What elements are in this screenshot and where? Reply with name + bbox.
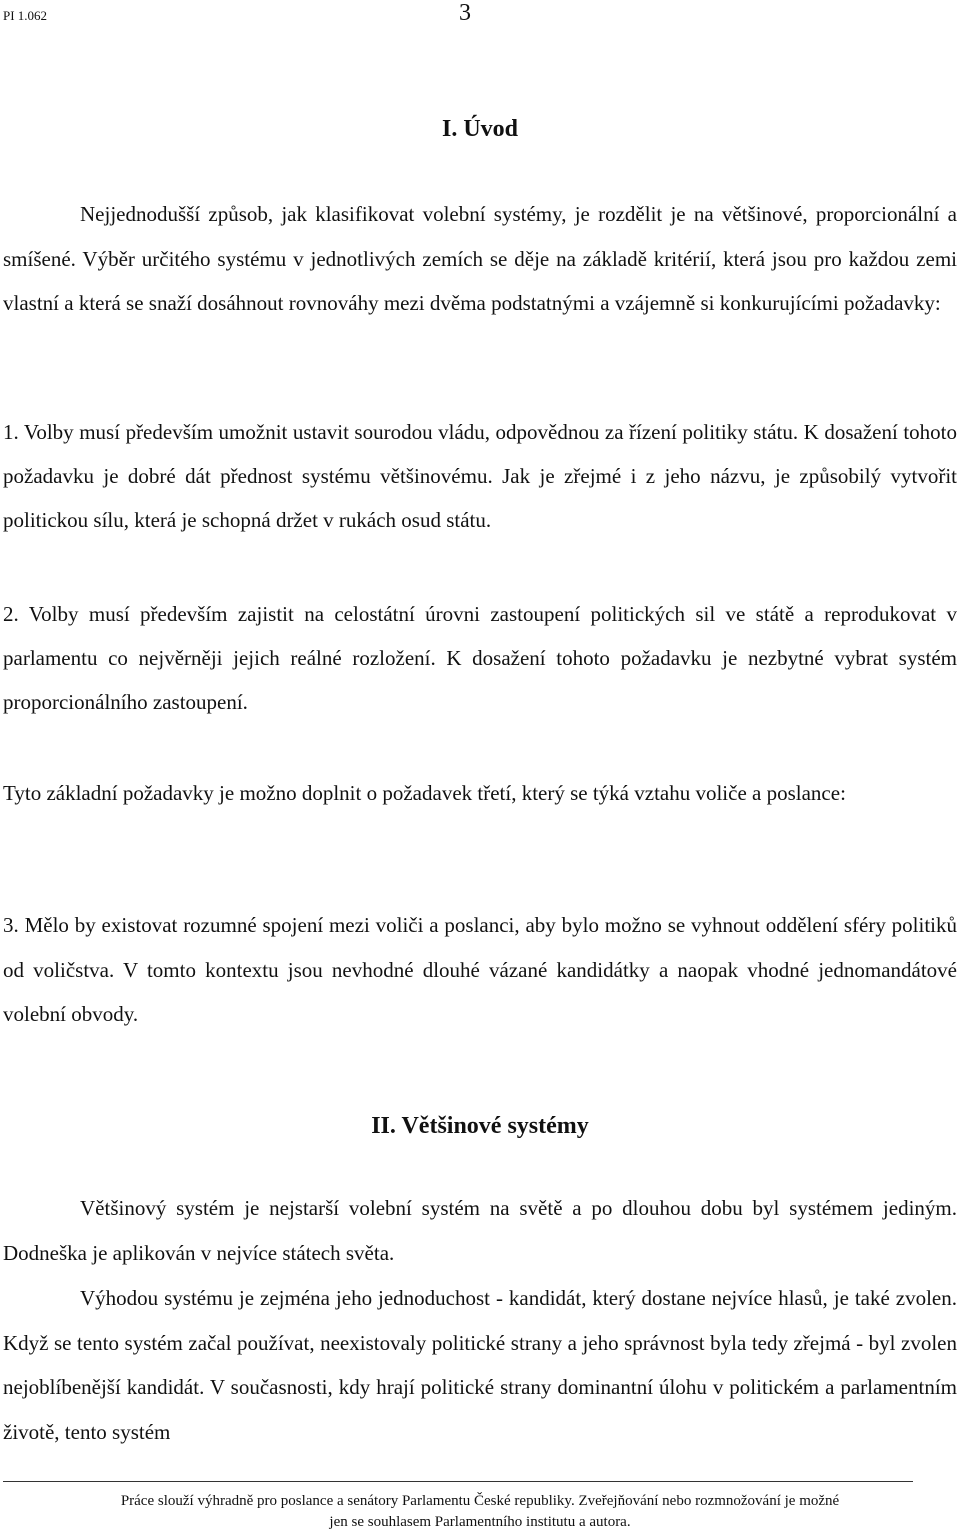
section-heading-intro: I. Úvod: [441, 116, 519, 142]
document-code: PI 1.062: [3, 8, 48, 23]
requirement-2-paragraph: 2. Volby musí především zajistit na celostátní úrovni zastoupení politických sil ve státě a reprodukovat v parlamentu co nejvěrněji jejich reálné rozložení. K dosažení tohoto požadavku je nezbytné vybrat systém proporcionálního zastoupení.: [3, 602, 957, 714]
requirement-3-paragraph: 3. Mělo by existovat rozumné spojení mezi voliči a poslanci, aby bylo možno se vyhnout oddělení sféry politiků od voličstva. V tomto kontextu jsou nevhodné dlouhé vázané kandidátky a naopak vhodné jednomandátové volební obvody.: [3, 913, 957, 1026]
footer-divider: [3, 1481, 913, 1482]
requirement-1-paragraph: 1. Volby musí především umožnit ustavit sourodou vládu, odpovědnou za řízení politiky státu. K dosažení tohoto požadavku je dobré dát přednost systému většinovému. Jak je zřejmé i z jeho názvu, je způsobilý vytvořit politickou sílu, která je schopná držet v rukách osud státu.: [3, 420, 957, 532]
footer-notice-line-1: Práce slouží výhradně pro poslance a senátory Parlamentu České republiky. Zveřejňování nebo rozmnožování je možné: [120, 1493, 840, 1509]
addition-paragraph: Tyto základní požadavky je možno doplnit o požadavek třetí, který se týká vztahu voliče a poslance:: [3, 781, 846, 805]
section-heading-majority-systems: II. Většinové systémy: [371, 1113, 589, 1139]
majority-system-paragraph-1: Většinový systém je nejstarší volební systém na světě a po dlouhou dobu byl systémem jediným. Dodneška je aplikován v nejvíce státech světa.: [3, 1196, 957, 1265]
page-number: 3: [459, 0, 471, 26]
majority-system-paragraph-2: Výhodou systému je zejména jeho jednoduchost - kandidát, který dostane nejvíce hlasů, je také zvolen. Když se tento systém začal používat, neexistovaly politické strany a jeho správnost byla tedy zřejmá - byl zvolen nejoblíbenější kandidát. V současnosti, kdy hrají politické strany dominantní úlohu v politickém a parlamentním životě, tento systém: [3, 1286, 957, 1444]
footer-notice-line-2: jen se souhlasem Parlamentního institutu a autora.: [329, 1514, 631, 1530]
intro-paragraph: Nejjednodušší způsob, jak klasifikovat volební systémy, je rozdělit je na většinové, proporcionální a smíšené. Výběr určitého systému v jednotlivých zemích se děje na základě kritérií, která jsou pro každou zemi vlastní a která se snaží dosáhnout rovnováhy mezi dvěma podstatnými a vzájemně si konkurujícími požadavky:: [3, 202, 957, 315]
